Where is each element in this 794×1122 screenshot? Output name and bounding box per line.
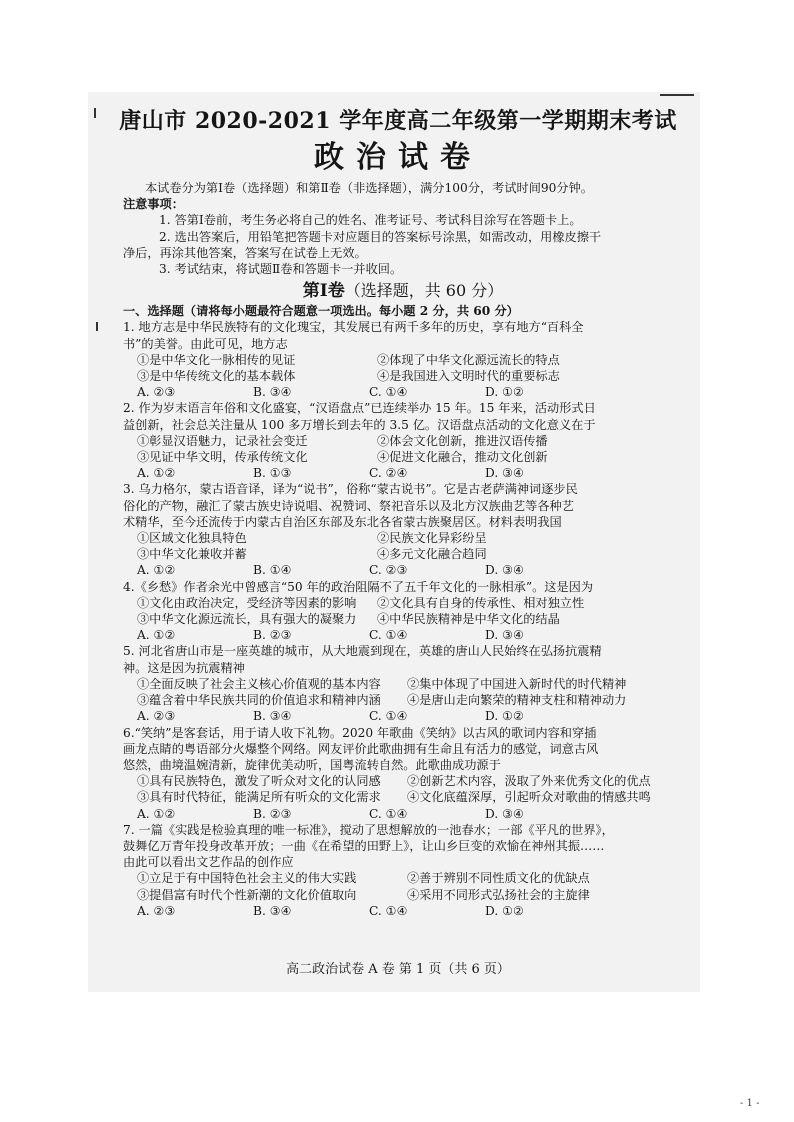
choice-a: A. ②③ (137, 709, 176, 724)
statement: ③提倡富有时代个性新潮的文化价值取向 (137, 887, 357, 902)
notice-item: 1. 答第Ⅰ卷前，考生务必将自己的姓名、准考证号、考试科目涂写在答题卡上。 (159, 213, 582, 228)
choice-a: A. ①② (137, 563, 176, 578)
question-2 (123, 400, 683, 481)
choice-b: B. ③④ (253, 709, 292, 724)
choice-b: B. ②③ (253, 806, 292, 821)
question-stem: 2. 作为岁末语言年俗和文化盛宴，“汉语盘点”已连续举办 15 年。15 年来，活动形式日 (123, 401, 596, 416)
choice-a: A. ①② (137, 806, 176, 821)
statement: ①具有民族特色，激发了听众对文化的认同感 (137, 774, 381, 789)
choice-d: D. ③④ (485, 806, 524, 821)
statement: ③中华文化源远流长，具有强大的凝聚力 (137, 612, 357, 627)
choice-d: D. ①② (485, 385, 524, 400)
choice-a: A. ②③ (137, 385, 176, 400)
statement: ③蕴含着中华民族共同的价值追求和精神内涵 (137, 693, 381, 708)
choice-c: C. ①④ (369, 709, 408, 724)
choice-c: C. ①④ (369, 385, 408, 400)
question-stem: 鼓舞亿万青年投身改革开放；一曲《在希望的田野上》，让山乡巨变的欢愉在神州其振…… (123, 838, 605, 853)
choice-b: B. ①③ (253, 466, 292, 481)
statement: ③是中华传统文化的基本载体 (137, 369, 296, 384)
statement: ②体会文化创新，推进汉语传播 (377, 433, 548, 448)
question-stem: 俗化的产物，融汇了蒙古族史诗说唱、祝赞词、祭祀音乐以及北方汉族曲艺等各种艺 (123, 498, 574, 513)
question-6 (123, 725, 683, 822)
statement: ①全面反映了社会主义核心价值观的基本内容 (137, 676, 381, 691)
statement: ②善于辨别不同性质文化的优缺点 (407, 871, 590, 886)
exam-body (123, 180, 683, 919)
notice-heading: 注意事项： (123, 197, 184, 212)
question-stem: 益创新，社会总关注量从 100 多万增长到去年的 3.5 亿。汉语盘点活动的文化意义在于 (123, 417, 596, 432)
scan-edge-mark (96, 322, 98, 331)
question-stem: 由此可以看出文艺作品的创作应 (123, 855, 294, 870)
volume-label: 第Ⅰ卷 (302, 281, 345, 302)
choice-c: C. ②④ (369, 466, 408, 481)
choice-c: C. ②③ (369, 563, 408, 578)
question-5 (123, 643, 683, 724)
choice-c: C. ①④ (369, 628, 408, 643)
notice-item: 3. 考试结束，将试题Ⅱ卷和答题卡一并收回。 (159, 262, 403, 277)
notice-item: 2. 选出答案后，用铅笔把答题卡对应题目的答案标号涂黑，如需改动，用橡皮擦干 (159, 229, 602, 244)
scan-edge-mark (660, 94, 694, 96)
statement: ④中华民族精神是中华文化的结晶 (377, 612, 560, 627)
question-stem: 6.“笑纳”是客套话，用于请人收下礼物。2020 年歌曲《笑纳》以古风的歌词内容和穿插 (123, 725, 597, 740)
question-stem: 悠然，曲境温婉清新，旋律优美动听，国粤流转自然。此歌曲成功源于 (123, 757, 501, 772)
choice-b: B. ②③ (253, 628, 292, 643)
question-7 (123, 822, 683, 919)
statement: ④采用不同形式弘扬社会的主旋律 (407, 887, 590, 902)
exam-subtitle: 政治试卷 (314, 140, 482, 175)
statement: ②民族文化异彩纷呈 (377, 531, 487, 546)
question-stem: 7. 一篇《实践是检验真理的唯一标准》，搅动了思想解放的一池春水；一部《平凡的世界》， (123, 822, 614, 837)
statement: ②创新艺术内容，汲取了外来优秀文化的优点 (407, 774, 651, 789)
exam-title: 唐山市 2020-2021 学年度高二年级第一学期期末考试 (119, 108, 677, 134)
choice-d: D. ①② (485, 709, 524, 724)
statement: ①彰显汉语魅力，记录社会变迁 (137, 433, 308, 448)
question-stem: 画龙点睛的粤语部分火爆整个网络。网友评价此歌曲拥有生命且有活力的感觉，词意古风 (123, 741, 599, 756)
statement: ③中华文化兼收并蓄 (137, 547, 247, 562)
page-number: - 1 - (740, 1098, 760, 1109)
question-stem: 书”的美誉。由此可见，地方志 (123, 336, 288, 351)
statement: ①文化由政治决定，受经济等因素的影响 (137, 595, 357, 610)
statement: ④促进文化融合，推动文化创新 (377, 450, 548, 465)
choice-a: A. ②③ (137, 903, 176, 918)
statement: ②文化具有自身的传承性、相对独立性 (377, 595, 585, 610)
statement: ③见证中华文明，传承传统文化 (137, 450, 308, 465)
question-stem: 神。这是因为抗震精神 (123, 660, 245, 675)
choice-d: D. ③④ (485, 563, 524, 578)
section-heading: 一、选择题（请将每小题最符合题意一项选出。每小题 2 分，共 60 分） (123, 304, 519, 319)
statement: ④是唐山走向繁荣的精神支柱和精神动力 (407, 693, 627, 708)
scan-edge-mark (94, 108, 96, 118)
volume-title (123, 281, 683, 301)
question-stem: 5. 河北省唐山市是一座英雄的城市，从大地震到现在，英雄的唐山人民始终在弘扬抗震精 (123, 644, 602, 659)
statement: ①立足于有中国特色社会主义的伟大实践 (137, 871, 357, 886)
question-4 (123, 579, 683, 644)
choice-d: D. ③④ (485, 628, 524, 643)
volume-note: （选择题，共 60 分） (344, 281, 504, 301)
statement: ②体现了中华文化源远流长的特点 (377, 352, 560, 367)
question-stem: 4.《乡愁》作者余光中曾感言“50 年的政治阻隔不了五千年文化的一脉相承”。这是因为 (123, 579, 594, 594)
statement: ②集中体现了中国进入新时代的时代精神 (407, 676, 627, 691)
question-1 (123, 319, 683, 400)
question-stem: 1. 地方志是中华民族特有的文化瑰宝，其发展已有两千多年的历史，享有地方“百科全 (123, 320, 584, 335)
question-stem: 术精华，至今还流传于内蒙古自治区东部及东北各省蒙古族聚居区。材料表明我国 (123, 514, 562, 529)
choice-b: B. ①④ (253, 563, 292, 578)
statement: ①区域文化独具特色 (137, 531, 247, 546)
intro-text: 本试卷分为第Ⅰ卷（选择题）和第Ⅱ卷（非选择题），满分100分，考试时间90分钟。 (145, 181, 593, 195)
question-stem: 3. 乌力格尔，蒙古语音译，译为“说书”，俗称“蒙古说书”。它是古老萨满神词逐步民 (123, 482, 578, 497)
choice-c: C. ①④ (369, 903, 408, 918)
choice-b: B. ③④ (253, 385, 292, 400)
choice-a: A. ①② (137, 466, 176, 481)
statement: ③具有时代特征，能满足所有听众的文化需求 (137, 790, 381, 805)
statement: ④文化底蕴深厚，引起听众对歌曲的情感共鸣 (407, 790, 651, 805)
choice-d: D. ①② (485, 903, 524, 918)
statement: ④是我国进入文明时代的重要标志 (377, 369, 560, 384)
page-footer: 高二政治试卷 A 卷 第 1 页（共 6 页） (286, 962, 510, 977)
notice-item: 净后，再涂其他答案，答案写在试卷上无效。 (123, 245, 367, 260)
statement: ④多元文化融合趋同 (377, 547, 487, 562)
choice-c: C. ①④ (369, 806, 408, 821)
choice-a: A. ①② (137, 628, 176, 643)
statement: ①是中华文化一脉相传的见证 (137, 352, 296, 367)
choice-d: D. ③④ (485, 466, 524, 481)
choice-b: B. ③④ (253, 903, 292, 918)
question-3 (123, 481, 683, 578)
